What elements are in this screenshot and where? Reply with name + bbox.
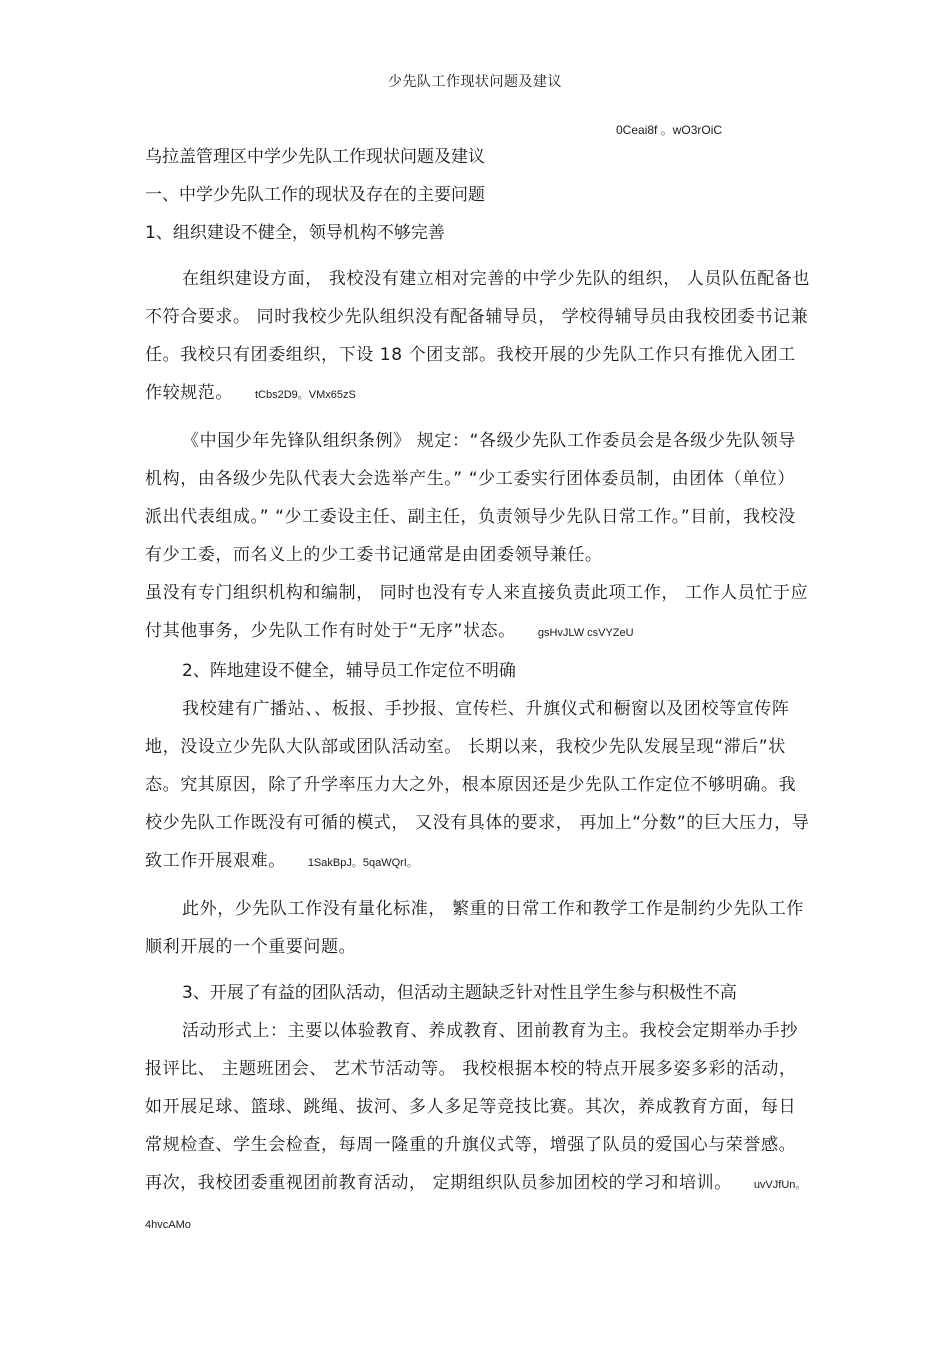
paragraph-1-code: tCbs2D9。VMx65zS: [255, 389, 356, 401]
paragraph-1: [145, 260, 810, 414]
section-heading-1: 一、中学少先队工作的现状及存在的主要问题: [145, 185, 485, 205]
document-title: 乌拉盖管理区中学少先队工作现状问题及建议: [145, 147, 485, 167]
paragraph-6-text: 活动形式上：主要以体验教育、养成教育、团前教育为主。我校会定期举办手抄报评比、 主题班团会、 艺术节活动等。 我校根据本校的特点开展多姿多彩的活动，如开展足球、篮球、跳绳、拔河、多人多足等竞技比赛。其次，养成教育方面，每日常规检查、学生会检查，每周一隆重的升旗仪式等，增强了队员的爱国心与荣誉感。 再次，我校团委重视团前教育活动， 定期组织队员参加团校的学习和培训。: [145, 1021, 798, 1193]
paragraph-6: [145, 1012, 810, 1244]
paragraph-5: 此外，少先队工作没有量化标准， 繁重的日常工作和教学工作是制约少先队工作顺利开展的一个重要问题。: [145, 899, 805, 957]
paragraph-3-code: gsHvJLW csVYZeU: [537, 627, 634, 639]
paragraph-6-code: uvVJfUn。4hvcAMo: [145, 1179, 807, 1231]
paragraph-3: [145, 574, 810, 652]
document-code: 0Ceai8f 。wO3rOiC: [616, 123, 723, 137]
paragraph-3-text: 虽没有专门组织机构和编制， 同时也没有专人来直接负责此项工作， 工作人员忙于应付其他事务，少先队工作有时处于“无序”状态。: [145, 583, 809, 641]
item-heading-2: 2、阵地建设不健全，辅导员工作定位不明确: [182, 661, 516, 681]
document-body: [145, 138, 810, 1244]
item-heading-1: 1、组织建设不健全，领导机构不够完善: [145, 223, 445, 243]
item-heading-3: 3、开展了有益的团队活动，但活动主题缺乏针对性且学生参与积极性不高: [182, 983, 737, 1003]
paragraph-4-code: 1SakBpJ。5qaWQrI。: [307, 857, 418, 869]
running-header: 少先队工作现状问题及建议: [388, 74, 562, 90]
paragraph-2: 《中国少年先锋队组织条例》 规定：“各级少先队工作委员会是各级少先队领导机构，由各级少先队代表大会选举产生。” “少工委实行团体委员制，由团体（单位）派出代表组成。” “少工委设主任、副主任，负责领导少先队日常工作。”目前，我校没有少工委，而名义上的少工委书记通常是由团委领导兼任。: [145, 431, 796, 565]
paragraph-4-text: 我校建有广播站、、板报、手抄报、宣传栏、升旗仪式和橱窗以及团校等宣传阵地，没设立少先队大队部或团队活动室。 长期以来，我校少先队发展呈现“滞后”状态。究其原因，除了升学率压力大之外，根本原因还是少先队工作定位不够明确。我校少先队工作既没有可循的模式， 又没有具体的要求， 再加上“分数”的巨大压力，导致工作开展艰难。: [145, 699, 810, 871]
paragraph-1-text: 在组织建设方面， 我校没有建立相对完善的中学少先队的组织， 人员队伍配备也不符合要求。 同时我校少先队组织没有配备辅导员， 学校得辅导员由我校团委书记兼任。我校只有团委组织，下设 18 个团支部。我校开展的少先队工作只有推优入团工作较规范。: [145, 269, 811, 403]
paragraph-4: [145, 690, 810, 882]
